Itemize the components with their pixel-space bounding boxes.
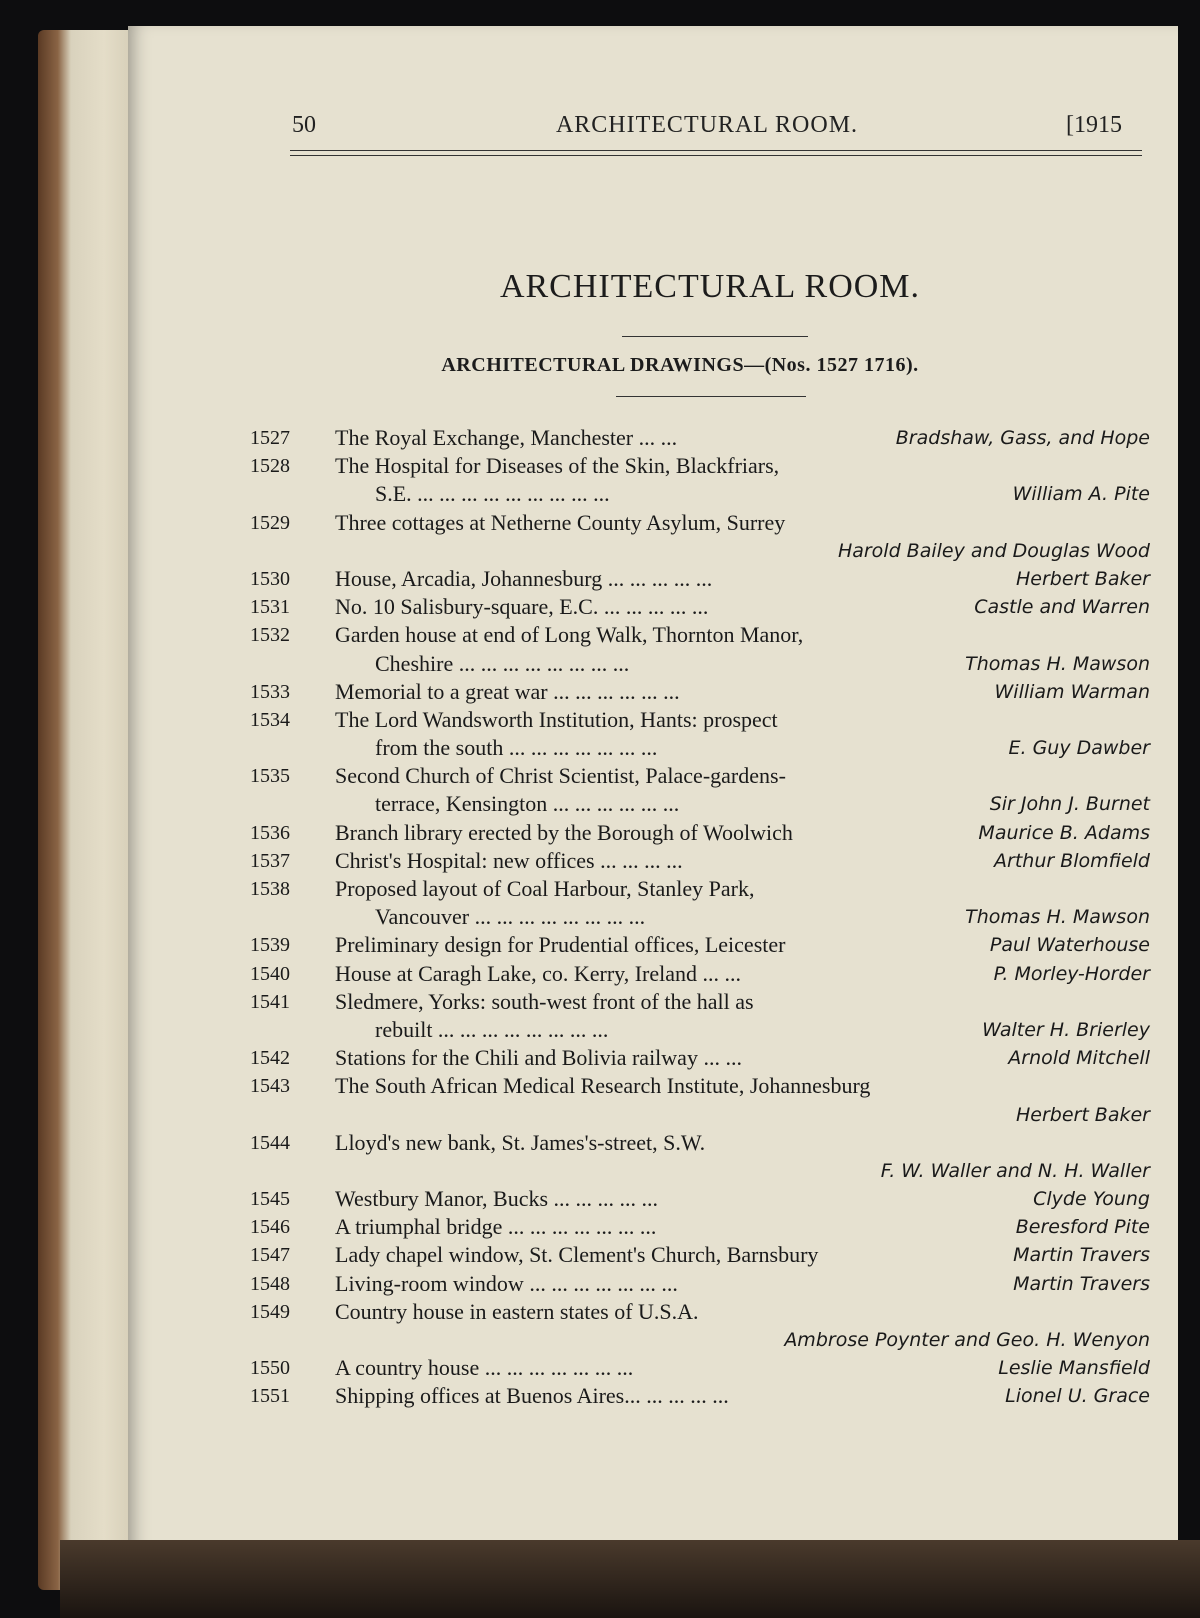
entry-title: The South African Medical Research Institute, Johannesburg [335, 1073, 871, 1099]
entry-line [250, 706, 1150, 734]
artist-name: Arthur Blomfield [994, 849, 1150, 872]
entry-line [250, 819, 1150, 847]
entry-line [250, 1241, 1150, 1269]
entry-line [250, 875, 1150, 903]
header-rule [290, 155, 1142, 156]
entry-line [250, 1129, 1150, 1157]
artist-name: Leslie Mansfield [998, 1357, 1150, 1380]
entry-line [250, 1157, 1150, 1185]
catalogue-number: 1533 [250, 680, 290, 703]
entry-line [250, 424, 1150, 452]
artist-name: Herbert Baker [1015, 567, 1150, 590]
entry-line [250, 734, 1150, 762]
entry-title: The Royal Exchange, Manchester ... ... [335, 425, 678, 450]
entry-title: Three cottages at Netherne County Asylum, Surrey [335, 509, 786, 535]
running-head [292, 108, 1122, 148]
running-title: ARCHITECTURAL ROOM. [555, 112, 859, 138]
divider [616, 396, 806, 397]
catalogue-number: 1530 [250, 567, 290, 590]
entry-title: Christ's Hospital: new offices ... ... ... ... [335, 847, 683, 873]
entry-title: The Lord Wandsworth Institution, Hants: prospect [335, 706, 778, 732]
artist-name: E. Guy Dawber [1008, 737, 1150, 760]
catalogue-number: 1550 [250, 1357, 290, 1380]
header-rule [290, 150, 1142, 151]
catalogue-number: 1528 [250, 455, 290, 478]
entry-line [250, 537, 1150, 565]
artist-name: Herbert Baker [1015, 1103, 1150, 1126]
entry-title: No. 10 Salisbury-square, E.C. ... ... ... ... ... [335, 594, 709, 620]
entry-line [250, 988, 1150, 1016]
entry-line [250, 1382, 1150, 1410]
catalogue-number: 1537 [250, 849, 290, 872]
catalogue-number: 1540 [250, 962, 290, 985]
entry-line [250, 1044, 1150, 1072]
entry-line [250, 1185, 1150, 1213]
entry-list [250, 424, 1150, 1411]
artist-name: Thomas H. Mawson [965, 906, 1150, 929]
artist-name: P. Morley-Horder [993, 962, 1150, 985]
entry-line [250, 762, 1150, 790]
artist-name: Ambrose Poynter and Geo. H. Wenyon [784, 1329, 1150, 1351]
catalogue-number: 1551 [250, 1385, 290, 1408]
artist-name: Paul Waterhouse [989, 934, 1150, 957]
entry-line [250, 903, 1150, 931]
entry-line [250, 678, 1150, 706]
entry-title: Garden house at end of Long Walk, Thornton Manor, [335, 622, 804, 648]
entry-title: A triumphal bridge ... ... ... ... ... ... ... [335, 1214, 657, 1240]
catalogue-number: 1547 [250, 1244, 290, 1267]
entry-title: Shipping offices at Buenos Aires... ... ... ... ... [335, 1383, 729, 1409]
catalogue-number: 1532 [250, 624, 290, 647]
catalogue-number: 1536 [250, 821, 290, 844]
divider [622, 336, 808, 337]
entry-line [250, 1298, 1150, 1326]
entry-title: Lloyd's new bank, St. James's-street, S.W. [335, 1129, 706, 1155]
page-number: 50 [292, 112, 316, 138]
entry-line [250, 621, 1150, 649]
artist-name: F. W. Waller and N. H. Waller [880, 1159, 1150, 1182]
entry-line [250, 931, 1150, 959]
entry-title: Lady chapel window, St. Clement's Church, Barnsbury [335, 1242, 819, 1268]
entry-title: Branch library erected by the Borough of Woolwich [335, 819, 793, 845]
catalogue-number: 1545 [250, 1188, 290, 1211]
artist-name: Walter H. Brierley [982, 1018, 1150, 1041]
entry-line [250, 1326, 1150, 1354]
entry-title: Vancouver ... ... ... ... ... ... ... ... [375, 904, 646, 930]
entry-line [250, 650, 1150, 678]
entry-title: The Hospital for Diseases of the Skin, Blackfriars, [335, 453, 780, 479]
catalogue-number: 1548 [250, 1272, 290, 1295]
entry-line [250, 509, 1150, 537]
artist-name: Harold Bailey and Douglas Wood [837, 539, 1150, 562]
entry-title: Memorial to a great war ... ... ... ... ... ... [335, 678, 680, 704]
running-year: [1915 [1066, 112, 1122, 138]
entry-line [250, 1072, 1150, 1100]
entry-title: House at Caragh Lake, co. Kerry, Ireland ... ... [335, 960, 742, 986]
entry-line [250, 1354, 1150, 1382]
section-subtitle: ARCHITECTURAL DRAWINGS—(Nos. 1527 1716). [441, 354, 919, 376]
entry-line [250, 1101, 1150, 1129]
entry-line [250, 593, 1150, 621]
entry-line [250, 480, 1150, 508]
entry-title: Preliminary design for Prudential offices, Leicester [335, 932, 786, 958]
entry-title: from the south ... ... ... ... ... ... ... [375, 735, 658, 761]
artist-name: Martin Travers [1013, 1244, 1150, 1267]
entry-title: Proposed layout of Coal Harbour, Stanley Park, [335, 876, 755, 901]
entry-title: S.E. ... ... ... ... ... ... ... ... ... [375, 481, 610, 507]
artist-name: Maurice B. Adams [978, 821, 1150, 844]
catalogue-number: 1538 [250, 878, 290, 900]
entry-title: rebuilt ... ... ... ... ... ... ... ... [375, 1016, 609, 1042]
catalogue-number: 1535 [250, 765, 290, 788]
catalogue-number: 1541 [250, 990, 290, 1013]
entry-title: Living-room window ... ... ... ... ... ... ... [335, 1270, 678, 1296]
artist-name: Bradshaw, Gass, and Hope [895, 427, 1150, 449]
entry-title: Stations for the Chili and Bolivia railway ... ... [335, 1045, 742, 1071]
entry-line [250, 847, 1150, 875]
entry-line [250, 565, 1150, 593]
entry-line [250, 790, 1150, 818]
entry-line [250, 1213, 1150, 1241]
artist-name: Martin Travers [1013, 1272, 1150, 1295]
book-cover-bottom [60, 1540, 1200, 1618]
catalogue-number: 1539 [250, 934, 290, 957]
entry-line [250, 1270, 1150, 1298]
entry-title: Sledmere, Yorks: south-west front of the hall as [335, 988, 754, 1014]
artist-name: Thomas H. Mawson [965, 652, 1150, 675]
artist-name: Castle and Warren [974, 596, 1150, 619]
entry-title: Westbury Manor, Bucks ... ... ... ... ... [335, 1186, 659, 1212]
catalogue-number: 1529 [250, 511, 290, 534]
entry-title: A country house ... ... ... ... ... ... ... [335, 1355, 634, 1381]
artist-name: Sir John J. Burnet [989, 793, 1150, 816]
artist-name: William Warman [994, 680, 1150, 703]
catalogue-number: 1543 [250, 1075, 290, 1098]
artist-name: Arnold Mitchell [1008, 1047, 1150, 1070]
catalogue-number: 1544 [250, 1131, 290, 1154]
entry-title: Second Church of Christ Scientist, Palace-gardens- [335, 763, 786, 789]
catalogue-number: 1546 [250, 1216, 290, 1239]
artist-name: William A. Pite [1012, 483, 1150, 506]
catalogue-number: 1534 [250, 708, 290, 731]
entry-line [250, 452, 1150, 480]
page-title: ARCHITECTURAL ROOM. [499, 268, 921, 305]
entry-title: Cheshire ... ... ... ... ... ... ... ... [375, 650, 630, 676]
catalogue-number: 1527 [250, 427, 290, 449]
entry-title: Country house in eastern states of U.S.A. [335, 1298, 699, 1324]
catalogue-number: 1549 [250, 1300, 290, 1323]
entry-title: House, Arcadia, Johannesburg ... ... ... ... ... [335, 565, 713, 591]
artist-name: Lionel U. Grace [1005, 1385, 1150, 1408]
artist-name: Beresford Pite [1015, 1216, 1150, 1239]
entry-title: terrace, Kensington ... ... ... ... ... ... [375, 791, 680, 817]
entry-line [250, 1016, 1150, 1044]
artist-name: Clyde Young [1033, 1188, 1150, 1211]
catalogue-number: 1531 [250, 596, 290, 619]
catalogue-number: 1542 [250, 1047, 290, 1070]
entry-line [250, 960, 1150, 988]
